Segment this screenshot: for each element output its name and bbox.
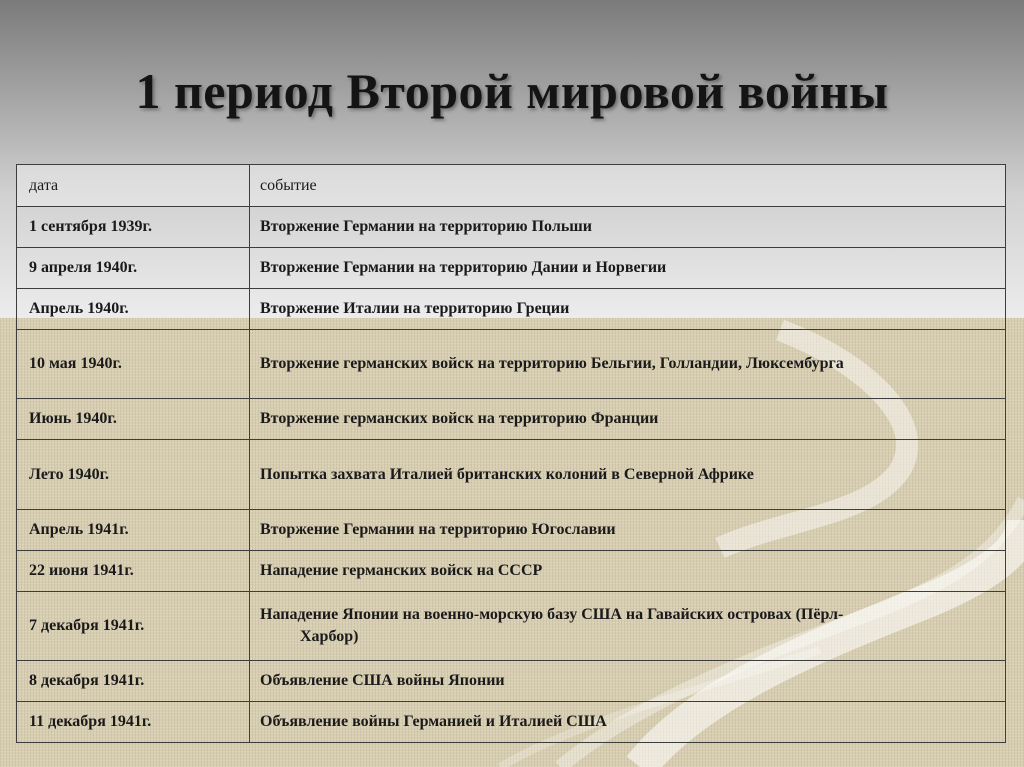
table-row (17, 399, 1006, 440)
date-cell: 7 декабря 1941г. (17, 592, 250, 661)
table-row (17, 289, 1006, 330)
table-header-row (17, 165, 1006, 207)
header-date: дата (17, 165, 250, 207)
table-row (17, 661, 1006, 702)
event-line-1: Нападение Японии на военно-морскую базу США на Гавайских островах (Пёрл- (260, 606, 844, 623)
date-cell: 11 декабря 1941г. (17, 702, 250, 743)
event-line-2: Харбор) (300, 628, 359, 645)
header-event: событие (250, 165, 1006, 207)
date-cell: Лето 1940г. (17, 440, 250, 510)
table-row (17, 248, 1006, 289)
table-row (17, 440, 1006, 510)
date-cell: 10 мая 1940г. (17, 330, 250, 399)
date-cell: Апрель 1940г. (17, 289, 250, 330)
events-table (16, 164, 1006, 743)
event-text (260, 604, 993, 648)
event-cell: Вторжение Германии на территорию Дании и Норвегии (250, 248, 1006, 289)
table-row (17, 330, 1006, 399)
event-cell: Попытка захвата Италией британских колоний в Северной Африке (250, 440, 1006, 510)
table-row (17, 702, 1006, 743)
event-cell: Объявление войны Германией и Италией США (250, 702, 1006, 743)
event-cell: Объявление США войны Японии (250, 661, 1006, 702)
date-cell: 8 декабря 1941г. (17, 661, 250, 702)
event-cell: Вторжение германских войск на территорию Бельгии, Голландии, Люксембурга (250, 330, 1006, 399)
event-cell: Вторжение Италии на территорию Греции (250, 289, 1006, 330)
event-cell (250, 592, 1006, 661)
event-cell: Вторжение германских войск на территорию Франции (250, 399, 1006, 440)
table-row (17, 207, 1006, 248)
page-title: 1 период Второй мировой войны (135, 63, 889, 119)
date-cell: 22 июня 1941г. (17, 551, 250, 592)
table-row (17, 510, 1006, 551)
date-cell: Апрель 1941г. (17, 510, 250, 551)
date-cell: 1 сентября 1939г. (17, 207, 250, 248)
event-cell: Вторжение Германии на территорию Югославии (250, 510, 1006, 551)
table-row (17, 551, 1006, 592)
date-cell: 9 апреля 1940г. (17, 248, 250, 289)
date-cell: Июнь 1940г. (17, 399, 250, 440)
table-row (17, 592, 1006, 661)
event-cell: Нападение германских войск на СССР (250, 551, 1006, 592)
event-cell: Вторжение Германии на территорию Польши (250, 207, 1006, 248)
